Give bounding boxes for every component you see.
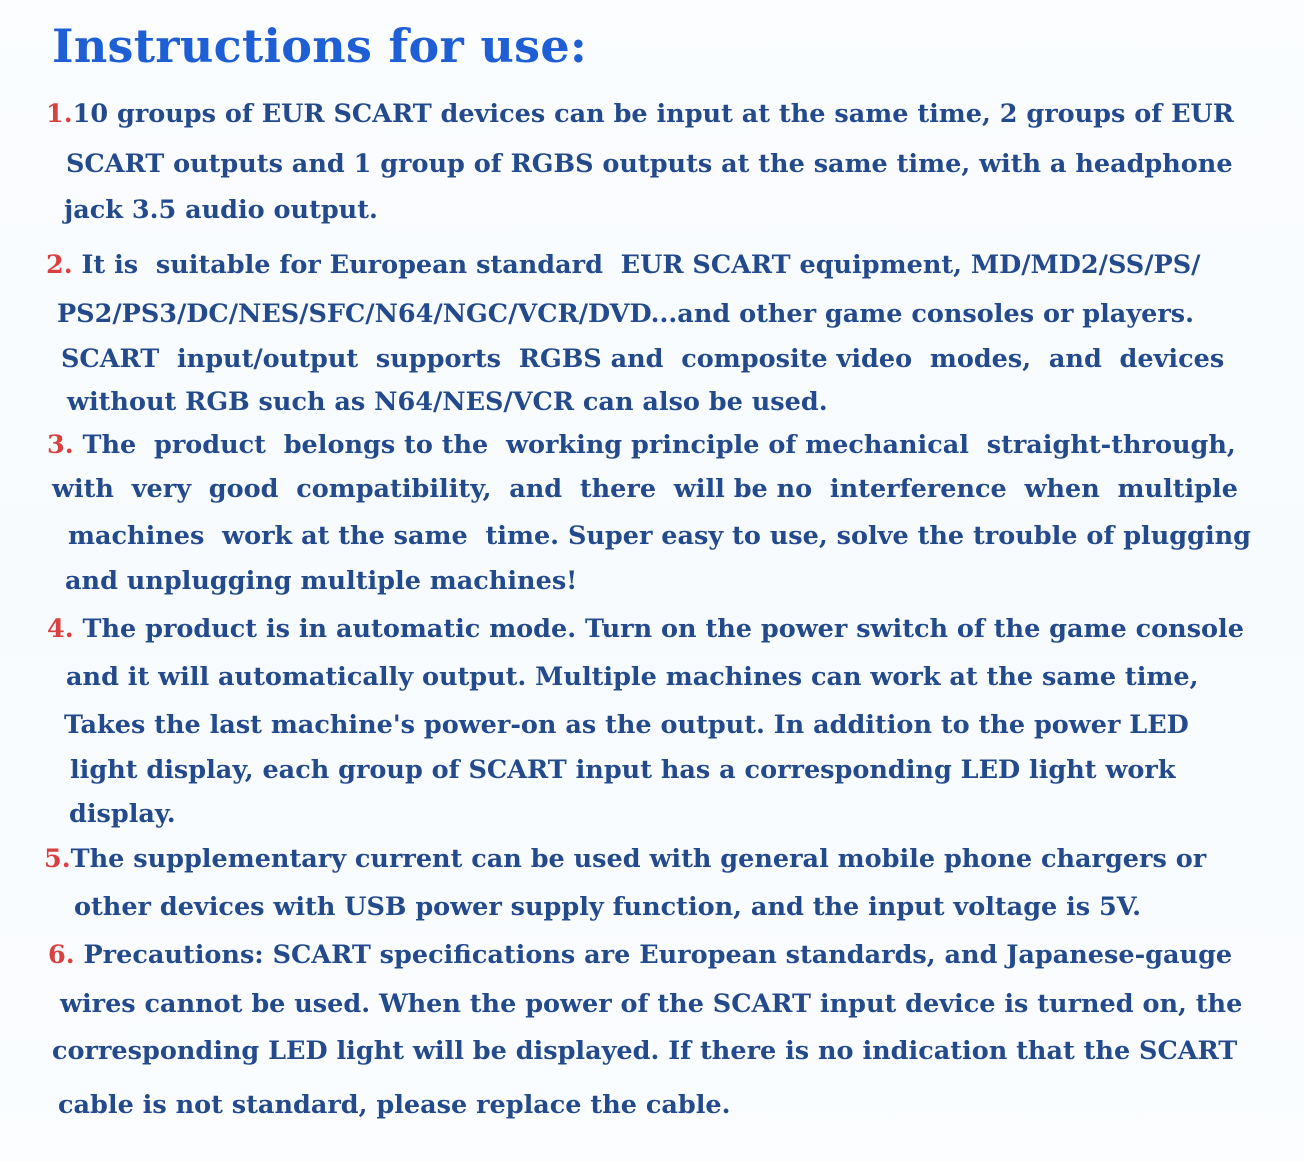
item-4-line-5: display. xyxy=(69,799,176,829)
item-1-line-2: SCART outputs and 1 group of RGBS outputs at the same time, with a headphone xyxy=(66,149,1233,179)
item-2-line-2: PS2/PS3/DC/NES/SFC/N64/NGC/VCR/DVD...and other game consoles or players. xyxy=(57,299,1195,329)
page-title: Instructions for use: xyxy=(52,19,588,73)
item-3-number: 3. xyxy=(47,430,74,460)
item-4-number: 4. xyxy=(47,614,74,644)
item-2-line-1: 2. It is suitable for European standard EUR SCART equipment, MD/MD2/SS/PS/ xyxy=(46,250,1201,280)
item-6-line-4: cable is not standard, please replace the cable. xyxy=(58,1090,731,1120)
item-1-line-3: jack 3.5 audio output. xyxy=(64,195,378,225)
item-2-line-3: SCART input/output supports RGBS and composite video modes, and devices xyxy=(61,344,1225,374)
item-3-line-2: with very good compatibility, and there will be no interference when multiple xyxy=(52,474,1238,504)
item-4-line-2: and it will automatically output. Multiple machines can work at the same time, xyxy=(66,662,1199,692)
item-5-number: 5. xyxy=(44,844,71,874)
item-6-line-2: wires cannot be used. When the power of the SCART input device is turned on, the xyxy=(60,989,1243,1019)
item-2-number: 2. xyxy=(46,250,73,280)
item-5-line-2: other devices with USB power supply function, and the input voltage is 5V. xyxy=(74,892,1141,922)
item-1-number: 1. xyxy=(46,99,73,129)
item-4-line-4: light display, each group of SCART input has a corresponding LED light work xyxy=(70,755,1176,785)
item-3-line-3: machines work at the same time. Super easy to use, solve the trouble of plugging xyxy=(68,521,1251,551)
item-4-line-1: 4. The product is in automatic mode. Turn on the power switch of the game console xyxy=(47,614,1244,644)
item-1-line-1: 1.10 groups of EUR SCART devices can be input at the same time, 2 groups of EUR xyxy=(46,99,1234,129)
item-3-line-1: 3. The product belongs to the working principle of mechanical straight-through, xyxy=(47,430,1236,460)
item-4-line-3: Takes the last machine's power-on as the output. In addition to the power LED xyxy=(64,710,1189,740)
item-5-line-1: 5.The supplementary current can be used with general mobile phone chargers or xyxy=(44,844,1207,874)
item-6-line-3: corresponding LED light will be displayed. If there is no indication that the SCART xyxy=(52,1036,1238,1066)
item-6-number: 6. xyxy=(48,940,75,970)
item-2-line-4: without RGB such as N64/NES/VCR can also be used. xyxy=(67,387,828,417)
item-3-line-4: and unplugging multiple machines! xyxy=(65,566,578,596)
item-6-line-1: 6. Precautions: SCART specifications are European standards, and Japanese-gauge xyxy=(48,940,1233,970)
